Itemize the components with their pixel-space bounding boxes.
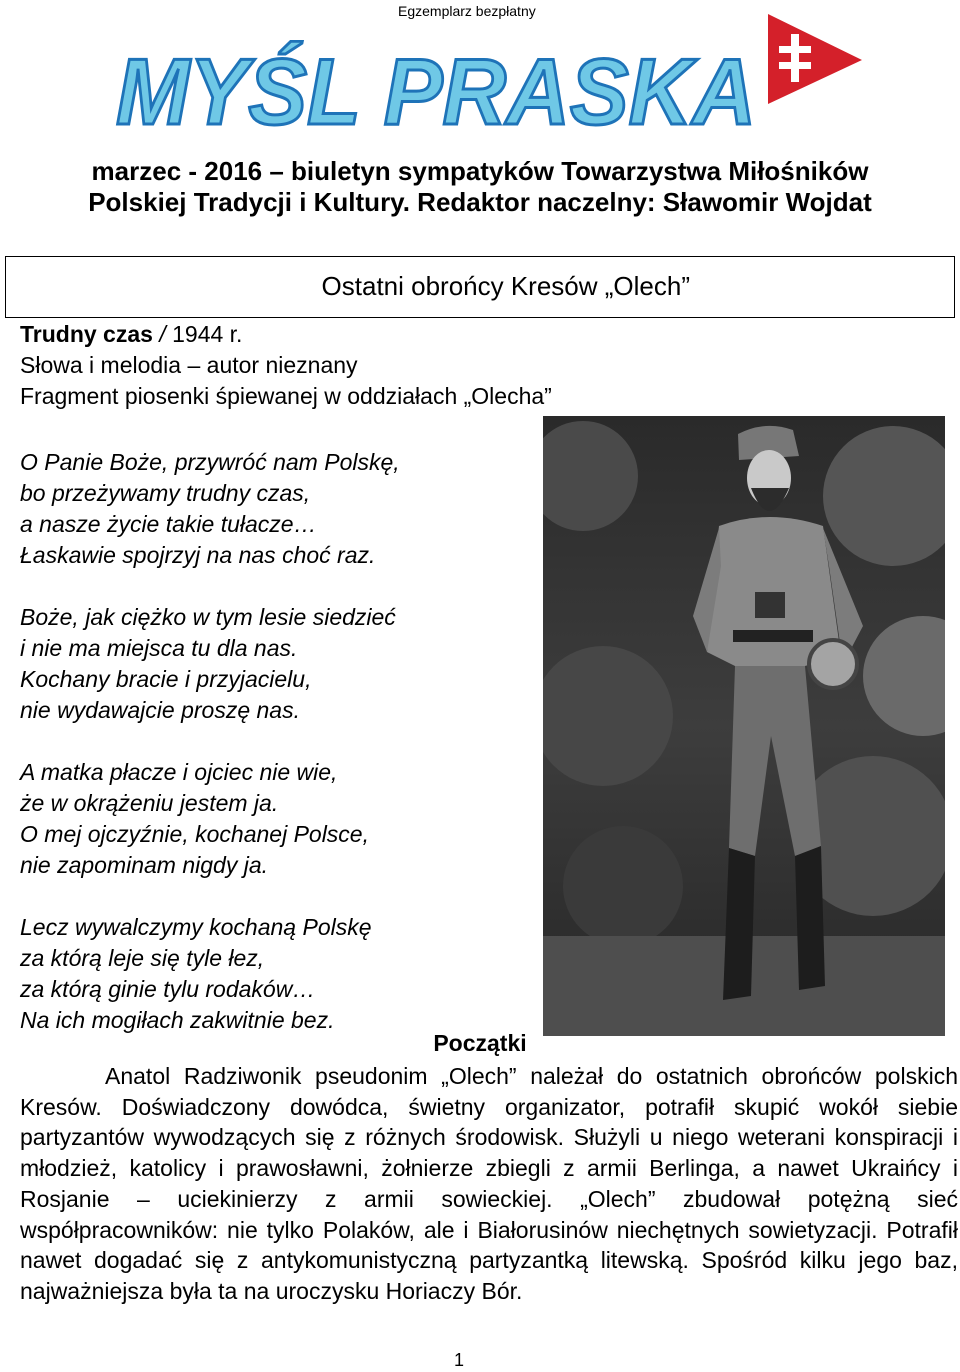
article-paragraph: Anatol Radziwonik pseudonim „Olech” należał do ostatnich obrońców polskich Kresów. Doświadczony dowódca, świetny organizator, potrafił skupić wokół siebie partyzantów wywodzących się z różnych środowisk. Służyli u niego weterani konspiracji i młodzież, katolicy i prawosławni, żołnierze zbiegli z armii Berlinga, a nawet Ukraińcy i Rosjanie – uciekinierzy z armii sowieckiej. „Olech” zbudował potężną sieć współpracowników: nie tylko Polaków, ale i Białorusinów niechętnych sowietyzacji. Potrafił nawet dogadać się z antykomunistyczną partyzantką litewską. Spośród kilku jego baz, najważniejsza była ta na uroczysku Horiaczy Bór.: [20, 1063, 958, 1304]
masthead-logo: [112, 40, 792, 140]
song-title-separator: /: [152, 321, 173, 347]
section-heading: Początki: [433, 1030, 527, 1056]
verse: [20, 602, 400, 726]
verse-line: Boże, jak ciężko w tym lesie siedzieć: [20, 604, 396, 630]
verse-line: i nie ma miejsca tu dla nas.: [20, 635, 298, 661]
verse-line: Łaskawie spojrzyj na nas choć raz.: [20, 542, 376, 568]
page-number: 1: [454, 1350, 465, 1370]
verse-line: za którą ginie tylu rodaków…: [20, 976, 316, 1002]
verse: [20, 757, 400, 881]
masthead-title: MYŚL PRASKA: [116, 40, 756, 140]
verse-line: A matka płacze i ojciec nie wie,: [20, 759, 338, 785]
subtitle-line: marzec - 2016 – biuletyn sympatyków Towarzystwa Miłośników: [91, 156, 869, 186]
verse: [20, 912, 400, 1036]
verse-line: za którą leje się tyle łez,: [20, 945, 265, 971]
song-verses: [20, 447, 400, 1067]
song-title: Trudny czas: [20, 321, 153, 347]
song-title-line: [20, 319, 552, 350]
article-title-box: [5, 256, 955, 318]
verse-line: nie zapominam nigdy ja.: [20, 852, 269, 878]
verse: [20, 447, 400, 571]
verse-line: a nasze życie takie tułacze…: [20, 511, 317, 537]
cross-flag-icon: [766, 12, 864, 106]
subtitle-line: Polskiej Tradycji i Kultury. Redaktor naczelny: Sławomir Wojdat: [88, 187, 872, 217]
article-body: [20, 1061, 958, 1307]
verse-line: bo przeżywamy trudny czas,: [20, 480, 311, 506]
free-copy-label: Egzemplarz bezpłatny: [398, 3, 536, 19]
verse-line: Kochany bracie i przyjacielu,: [20, 666, 312, 692]
partisan-portrait-photo: [543, 416, 945, 1036]
article-title: Ostatni obrońcy Kresów „Olech”: [321, 271, 690, 301]
verse-line: Lecz wywalczymy kochaną Polskę: [20, 914, 372, 940]
song-fragment-note: Fragment piosenki śpiewanej w oddziałach „Olecha”: [20, 383, 552, 409]
bulletin-subtitle: [20, 156, 940, 218]
verse-line: że w okrążeniu jestem ja.: [20, 790, 279, 816]
song-authors: Słowa i melodia – autor nieznany: [20, 352, 358, 378]
song-header: [20, 319, 552, 412]
verse-line: O mej ojczyźnie, kochanej Polsce,: [20, 821, 369, 847]
verse-line: nie wydawajcie proszę nas.: [20, 697, 300, 723]
verse-line: O Panie Boże, przywróć nam Polskę,: [20, 449, 400, 475]
song-year: 1944 r.: [172, 321, 243, 347]
verse-line: Na ich mogiłach zakwitnie bez.: [20, 1007, 335, 1033]
